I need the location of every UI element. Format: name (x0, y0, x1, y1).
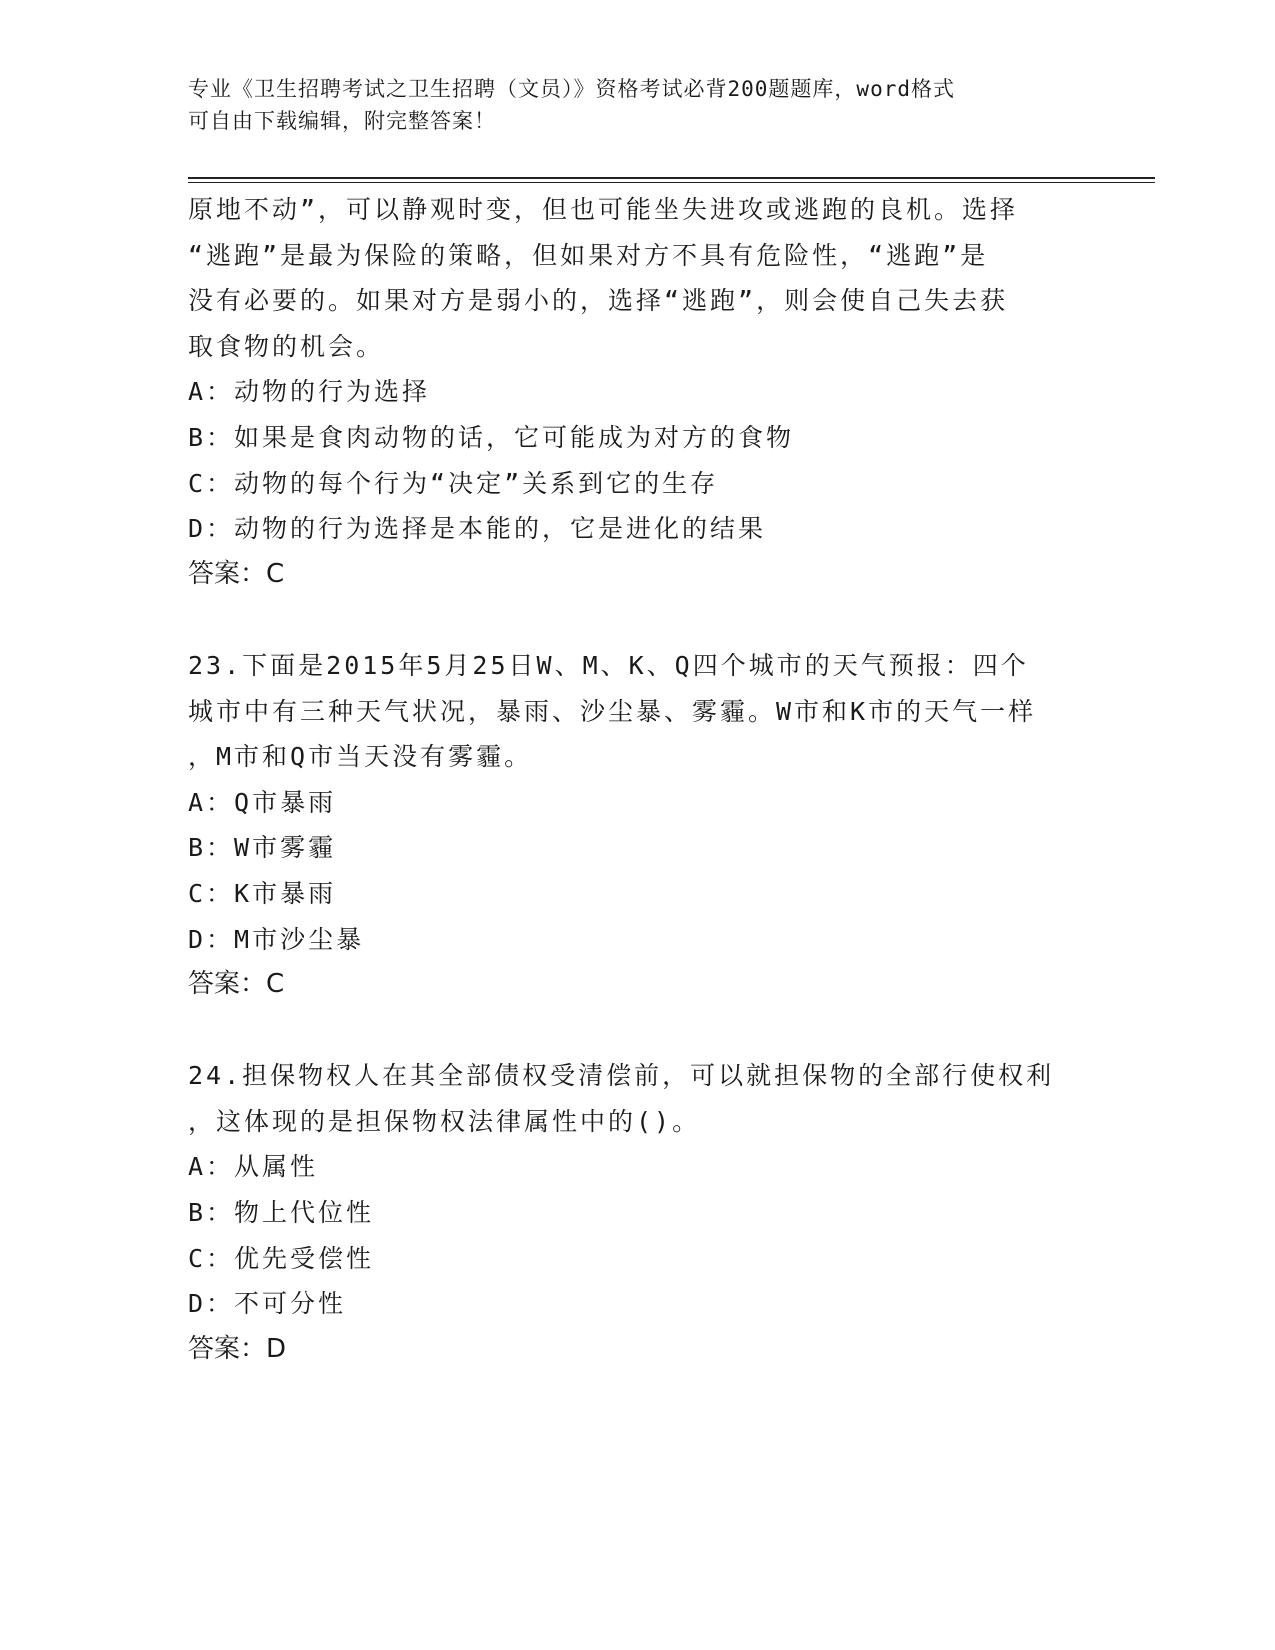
option-d: D：M市沙尘暴 (188, 924, 365, 954)
question-23 (188, 643, 1088, 1008)
option-c: C：K市暴雨 (188, 878, 337, 908)
header-divider-thin (188, 182, 1155, 183)
question-stem-line: ，M市和Q市当天没有雾霾。 (188, 742, 533, 772)
question-stem-line: 24.担保物权人在其全部债权受清偿前，可以就担保物的全部行使权利 (188, 1061, 1055, 1091)
answer-line: 答案：C (188, 558, 285, 589)
question-stem-line: 原地不动”，可以静观时变，但也可能坐失进攻或逃跑的良机。选择 (188, 195, 1019, 224)
document-header (188, 73, 1068, 137)
question-content (188, 187, 1088, 1372)
question-22 (188, 187, 1088, 597)
question-stem-line: 23.下面是2015年5月25日W、M、K、Q四个城市的天气预报：四个 (188, 650, 1029, 680)
question-spacer (188, 597, 1088, 643)
option-a: A：Q市暴雨 (188, 787, 337, 817)
header-title-line-1: 专业《卫生招聘考试之卫生招聘（文员）》资格考试必背200题题库，word格式 (188, 77, 955, 101)
question-stem-line: “逃跑”是最为保险的策略，但如果对方不具有危险性，“逃跑”是 (188, 240, 989, 270)
option-a: A：从属性 (188, 1152, 319, 1182)
option-a: A：动物的行为选择 (188, 377, 431, 407)
answer-line: 答案：D (188, 1333, 287, 1364)
option-d: D：动物的行为选择是本能的，它是进化的结果 (188, 514, 767, 544)
header-title-line-2: 可自由下载编辑，附完整答案！ (188, 109, 496, 133)
option-c: C：优先受偿性 (188, 1243, 375, 1273)
question-stem-line: ，这体现的是担保物权法律属性中的()。 (188, 1106, 701, 1136)
question-spacer (188, 1008, 1088, 1054)
question-stem-line: 没有必要的。如果对方是弱小的，选择“逃跑”，则会使自己失去获 (188, 286, 1009, 316)
question-stem-line: 取食物的机会。 (188, 331, 385, 361)
question-24 (188, 1053, 1088, 1372)
answer-line: 答案：C (188, 969, 285, 1000)
header-divider-thick (188, 177, 1155, 179)
option-c: C：动物的每个行为“决定”关系到它的生存 (188, 468, 719, 498)
option-b: B：如果是食肉动物的话，它可能成为对方的食物 (188, 422, 795, 452)
option-b: B：W市雾霾 (188, 833, 337, 863)
question-stem-line: 城市中有三种天气状况，暴雨、沙尘暴、雾霾。W市和K市的天气一样 (188, 696, 1037, 726)
option-d: D：不可分性 (188, 1289, 347, 1319)
option-b: B：物上代位性 (188, 1198, 375, 1228)
